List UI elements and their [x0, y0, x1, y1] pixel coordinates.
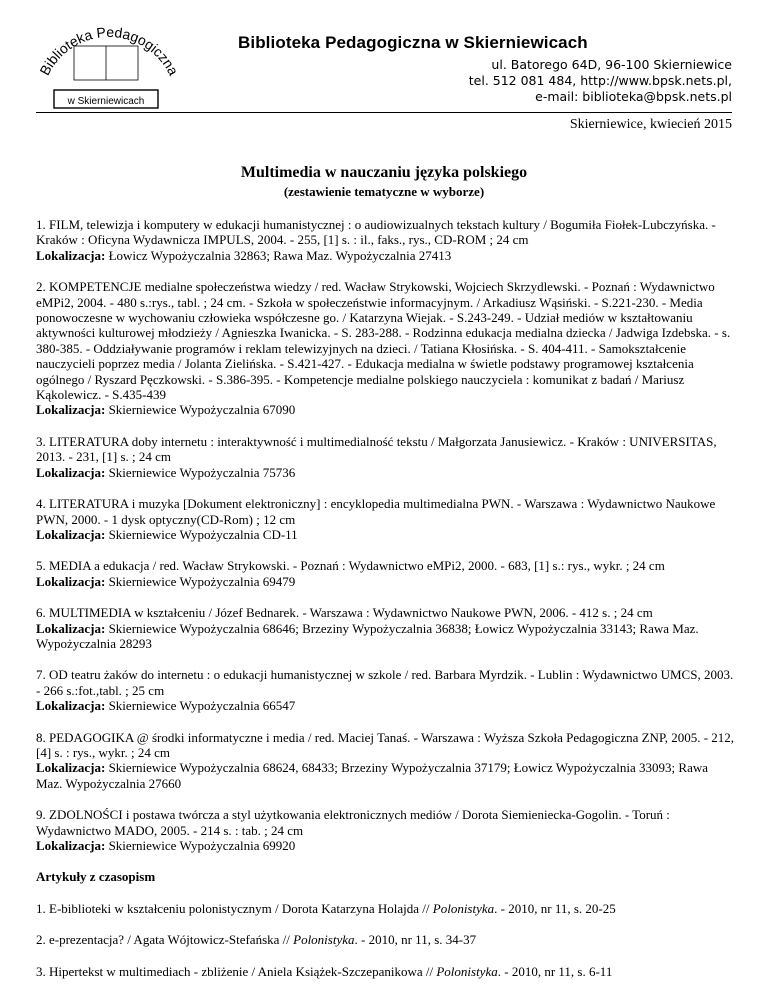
address-line: ul. Batorego 64D, 96-100 Skierniewice — [491, 57, 732, 72]
book-location — [36, 698, 736, 713]
bibliography-list — [36, 217, 736, 995]
location-value: Skierniewice Wypożyczalnia 68624, 68433; Brzeziny Wypożyczalnia 37179; Łowicz Wypożyczalnia 33093; Rawa Maz. Wypożyczalnia 27660 — [36, 760, 709, 791]
location-value: Łowicz Wypożyczalnia 32863; Rawa Maz. Wypożyczalnia 27413 — [105, 247, 452, 263]
place-date: Skierniewice, kwiecień 2015 — [569, 117, 732, 132]
book-description: 3. LITERATURA doby internetu : interaktywność i multimedialność tekstu / Małgorzata Janusiewicz. - Kraków : UNIVERSITAS, 2013. - 231, [1] s. ; 24 cm — [36, 433, 717, 465]
logo-arc-text: Biblioteka Pedagogiczna — [36, 23, 182, 78]
article-citation: 1. E-biblioteki w kształceniu polonistycznym / Dorota Katarzyna Holajda // — [36, 900, 433, 916]
journal-name: Polonistyka — [293, 932, 355, 948]
book-entry — [36, 730, 736, 792]
book-entry — [36, 279, 736, 418]
articles-heading: Artykuły z czasopism — [36, 869, 156, 885]
book-entry — [36, 434, 736, 480]
document-title: Multimedia w nauczaniu języka polskiego — [240, 164, 528, 181]
book-description: 2. KOMPETENCJE medialne społeczeństwa wiedzy / red. Wacław Strykowski, Wojciech Skrzydlewski. - Poznań : Wydawnictwo eMPi2, 2004. - 480 s.:rys., tabl. ; 24 cm. - Szkoła w społeczeństwie informacyjnym. / Arkadiusz Wąsiński. - S.221-230. - Media ponowoczesne w wychowaniu człowieka współczesne go. / Katarzyna Wiejak. - S.243-249. - Udział mediów w kształtowaniu aktywności kulturowej młodzieży / Agnieszka Iwanicka. - S. 283-288. - Rodzinna edukacja medialna dziecka / Jadwiga Izdebska. - s. 380-385. - Oddziaływanie programów i reklam telewizyjnych na dzieci. / Tatiana Kłosińska. - S. 404-411. - Samokształcenie nauczycieli poprzez media / Jolanta Zielińska. - S.421-427. - Edukacja medialna w świetle podstawy programowej kształcenia ogólnego / Ryszard Pęczkowski. - S.386-395. - Kompetencje medialne polskiego nauczyciela : komunikat z badań / Mariusz Kąkolewicz. - S.435-439 — [36, 279, 731, 403]
book-location — [36, 527, 736, 542]
address-line: tel. 512 081 484, http://www.bpsk.nets.pl, — [468, 73, 732, 88]
book-entry — [36, 558, 736, 589]
book-location — [36, 248, 736, 263]
location-value: Skierniewice Wypożyczalnia 69479 — [105, 573, 296, 589]
location-value: Skierniewice Wypożyczalnia CD-11 — [105, 526, 298, 542]
location-value: Skierniewice Wypożyczalnia 66547 — [105, 698, 296, 714]
book-description: 8. PEDAGOGIKA @ środki informatyczne i media / red. Maciej Tanaś. - Warszawa : Wyższa Szkoła Pedagogiczna ZNP, 2005. - 212, [4] s. : rys., wykr. ; 24 cm — [36, 729, 735, 760]
location-value: Skierniewice Wypożyczalnia 68646; Brzeziny Wypożyczalnia 36838; Łowicz Wypożyczalnia 33143; Rawa Maz. Wypożyczalnia 28293 — [36, 620, 699, 651]
article-issue: . - 2010, nr 11, s. 20-25 — [494, 900, 616, 916]
article-entry — [36, 964, 736, 979]
journal-name: Polonistyka — [432, 900, 495, 916]
book-entry — [36, 496, 736, 542]
library-name: Biblioteka Pedagogiczna w Skierniewicach — [238, 33, 588, 52]
article-issue: . - 2010, nr 11, s. 34-37 — [354, 932, 477, 948]
book-entry — [36, 667, 736, 713]
book-location — [36, 574, 736, 589]
article-issue: . - 2010, nr 11, s. 6-11 — [497, 963, 613, 979]
logo-box-text: w Skierniewicach — [67, 96, 145, 107]
article-entry — [36, 901, 736, 916]
book-entry — [36, 217, 736, 263]
book-description: 4. LITERATURA i muzyka [Dokument elektroniczny] : encyklopedia multimedialna PWN. - Warszawa : Wydawnictwo Naukowe PWN, 2000. - 1 dysk optyczny(CD-Rom) ; 12 cm — [36, 496, 716, 527]
journal-name: Polonistyka — [436, 963, 498, 979]
location-label: Lokalizacja: — [36, 760, 106, 776]
location-label: Lokalizacja: — [36, 573, 106, 589]
book-location — [36, 760, 736, 791]
book-location — [36, 402, 736, 417]
library-address — [469, 57, 732, 105]
books-section — [36, 217, 736, 853]
article-entry — [36, 932, 736, 947]
book-location — [36, 465, 736, 480]
location-label: Lokalizacja: — [36, 464, 106, 480]
location-label: Lokalizacja: — [36, 526, 106, 542]
book-entry — [36, 807, 736, 853]
articles-section — [36, 901, 736, 979]
location-value: Skierniewice Wypożyczalnia 75736 — [105, 464, 296, 480]
header-divider — [36, 112, 732, 113]
book-description: 7. OD teatru żaków do internetu : o edukacji humanistycznej w szkole / red. Barbara Myrdzik. - Lublin : Wydawnictwo UMCS, 2003. - 266 s.:fot.,tabl. ; 25 cm — [36, 667, 734, 698]
location-label: Lokalizacja: — [36, 838, 106, 853]
location-label: Lokalizacja: — [36, 247, 106, 263]
svg-text:Biblioteka Pedagogiczna — [36, 24, 182, 78]
location-label: Lokalizacja: — [36, 402, 106, 418]
book-description: 9. ZDOLNOŚCI i postawa twórcza a styl użytkowania elektronicznych mediów / Dorota Siemieniecka-Gogolin. - Toruń : Wydawnictwo MADO, 2005. - 214 s. : tab. ; 24 cm — [36, 807, 670, 838]
book-description: 1. FILM, telewizja i komputery w edukacji humanistycznej : o audiowizualnych tekstach kultury / Bogumiła Fiołek-Lubczyńska. - Kraków : Oficyna Wydawnicza IMPULS, 2004. - 255, [1] s. : il., faks., rys., CD-ROM ; 24 cm — [36, 217, 716, 248]
document-subtitle: (zestawienie tematyczne w wyborze) — [283, 184, 485, 199]
book-location — [36, 621, 736, 652]
book-entry — [36, 605, 736, 651]
address-line: e-mail: biblioteka@bpsk.nets.pl — [535, 89, 732, 104]
article-citation: 3. Hipertekst w multimediach - zbliżenie / Aniela Książek-Szczepanikowa // — [36, 963, 437, 979]
book-description: 6. MULTIMEDIA w kształceniu / Józef Bednarek. - Warszawa : Wydawnictwo Naukowe PWN, 2006. - 412 s. ; 24 cm — [36, 605, 653, 621]
book-description: 5. MEDIA a edukacja / red. Wacław Strykowski. - Poznań : Wydawnictwo eMPi2, 2000. - 683, [1] s.: rys., wykr. ; 24 cm — [36, 558, 665, 574]
location-value: Skierniewice Wypożyczalnia 67090 — [105, 402, 296, 418]
location-label: Lokalizacja: — [36, 620, 106, 636]
location-label: Lokalizacja: — [36, 698, 106, 714]
article-citation: 2. e-prezentacja? / Agata Wójtowicz-Stefańska // — [36, 932, 294, 948]
location-value: Skierniewice Wypożyczalnia 69920 — [105, 838, 296, 853]
book-location — [36, 838, 736, 853]
